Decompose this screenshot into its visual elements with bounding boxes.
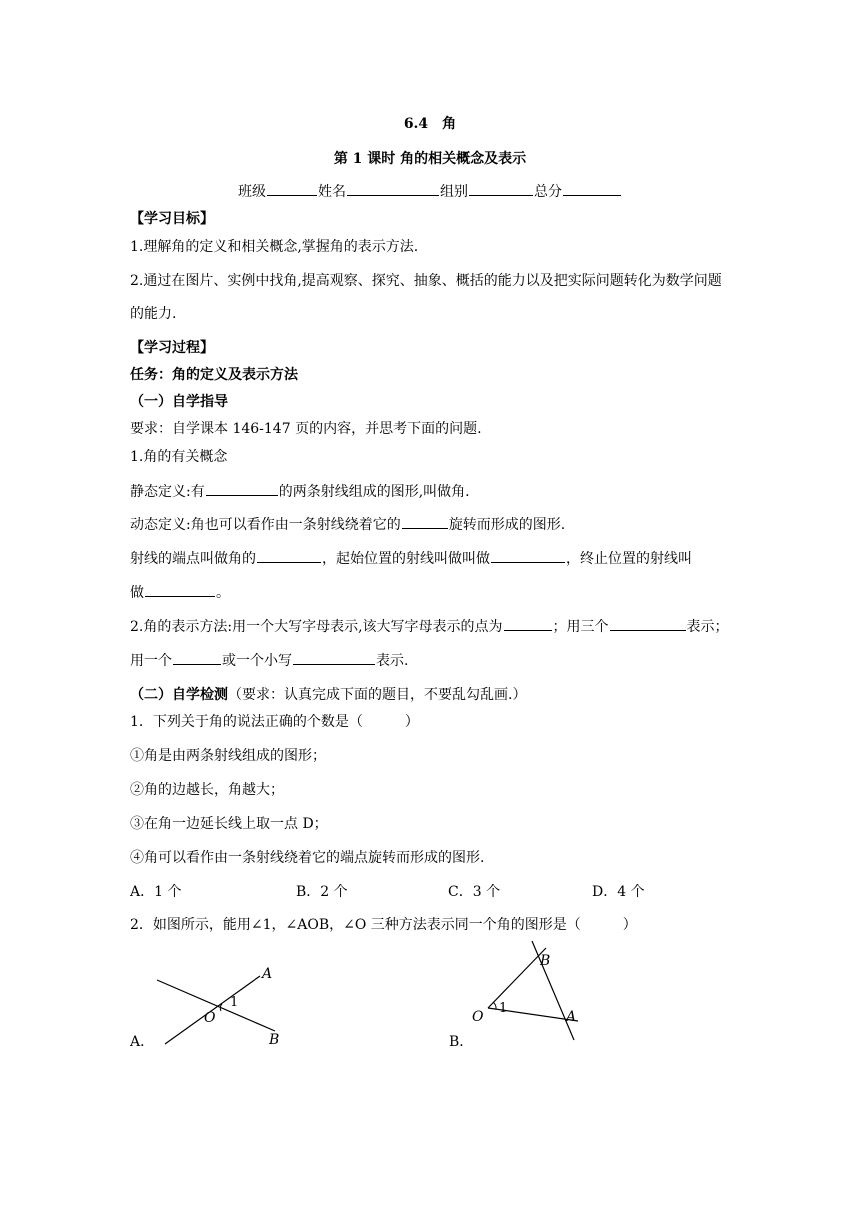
student-info-line [0,181,860,201]
figure-a-label-b: B [269,1032,280,1048]
representation-line1: 2.角的表示方法:用一个大写字母表示,该大写字母表示的点为 ；用三个 表示； [130,616,729,636]
vertex-blank[interactable] [257,548,321,563]
question-1-stem: 1．下列关于角的说法正确的个数是（ ） [130,714,419,730]
name-blank[interactable] [347,181,439,196]
self-check-heading-line [130,684,526,704]
q1-option-d[interactable]: D．4 个 [592,884,645,900]
name-label: 姓名 [318,184,346,200]
figure-b-side-ob [488,948,546,1008]
question-2-stem: 2．如图所示，能用∠1，∠AOB，∠O 三种方法表示同一个角的图形是（ ） [130,917,637,933]
group-label: 组别 [440,184,468,200]
self-check-heading: （二）自学检测 [130,687,228,703]
class-blank[interactable] [267,181,317,196]
self-check-note: （要求：认真完成下面的题目，不要乱勾乱画.） [228,687,527,703]
objective-2-line2: 的能力. [130,306,177,322]
end-side-blank[interactable] [145,582,215,597]
group-blank[interactable] [469,181,533,196]
q1-option-b[interactable]: B．2 个 [296,884,348,900]
q1-option-a[interactable]: A．1 个 [130,884,182,900]
figure-b-label-a: A [566,1009,577,1025]
lesson-title: 6.4 角 [403,116,457,132]
task-title: 任务：角的定义及表示方法 [130,367,298,383]
lowercase-blank[interactable] [293,650,375,665]
single-letter-blank[interactable] [504,616,552,631]
one-number-blank[interactable] [173,650,221,665]
q1-statement-4: ④角可以看作由一条射线绕着它的端点旋转而形成的图形. [130,850,485,866]
process-heading: 【学习过程】 [130,340,214,356]
lesson-subtitle: 第 1 课时 角的相关概念及表示 [333,151,527,167]
figure-b-angle-arc [493,1002,496,1009]
static-definition: 静态定义:有 的两条射线组成的图形,叫做角. [130,481,470,501]
concepts-title: 1.角的有关概念 [130,449,228,465]
q2-option-a[interactable]: A． [130,1034,155,1050]
q1-statement-2: ②角的边越长，角越大； [130,782,284,798]
figure-a-line-ob [157,980,275,1031]
figure-b-label-b: B [540,953,551,969]
representation-line2: 用一个 或一个小写 表示. [130,650,408,670]
figure-b-diagram [468,938,588,1046]
figure-a-diagram [150,958,290,1048]
figure-b-line-ab [532,941,577,1040]
figure-a-label-a: A [262,966,273,982]
objectives-heading: 【学习目标】 [130,211,214,227]
objective-2-line1: 2.通过在图片、实例中找角,提高观察、探究、抽象、概括的能力以及把实际问题转化为数学问题 [130,273,722,289]
score-label: 总分 [534,184,562,200]
figure-b-label-1: 1 [499,1001,508,1016]
figure-b-label-o: O [472,1009,484,1025]
three-letters-blank[interactable] [610,616,686,631]
q1-option-c[interactable]: C．3 个 [448,884,501,900]
figure-a-label-o: O [204,1010,216,1026]
vertex-sides-definition-cont: 做 。 [130,582,230,602]
start-side-blank[interactable] [491,548,565,563]
objective-1: 1.理解角的定义和相关概念,掌握角的表示方法. [130,239,419,255]
figure-a-label-1: 1 [230,995,239,1010]
dynamic-blank[interactable] [402,514,448,529]
score-blank[interactable] [563,181,621,196]
q1-statement-3: ③在角一边延长线上取一点 D； [130,816,328,832]
static-blank[interactable] [206,481,278,496]
vertex-sides-definition: 射线的端点叫做角的 ，起始位置的射线叫做叫做 ，终止位置的射线叫 [130,548,692,568]
q1-statement-1: ①角是由两条射线组成的图形； [130,748,326,764]
section-self-study: （一）自学指导 [130,394,228,410]
class-label: 班级 [238,184,266,200]
requirement-text: 要求：自学课本 146-147 页的内容，并思考下面的问题. [130,421,482,437]
dynamic-definition: 动态定义:角也可以看作由一条射线绕着它的 旋转而形成的图形. [130,514,565,534]
q2-option-b[interactable]: B． [449,1034,474,1050]
